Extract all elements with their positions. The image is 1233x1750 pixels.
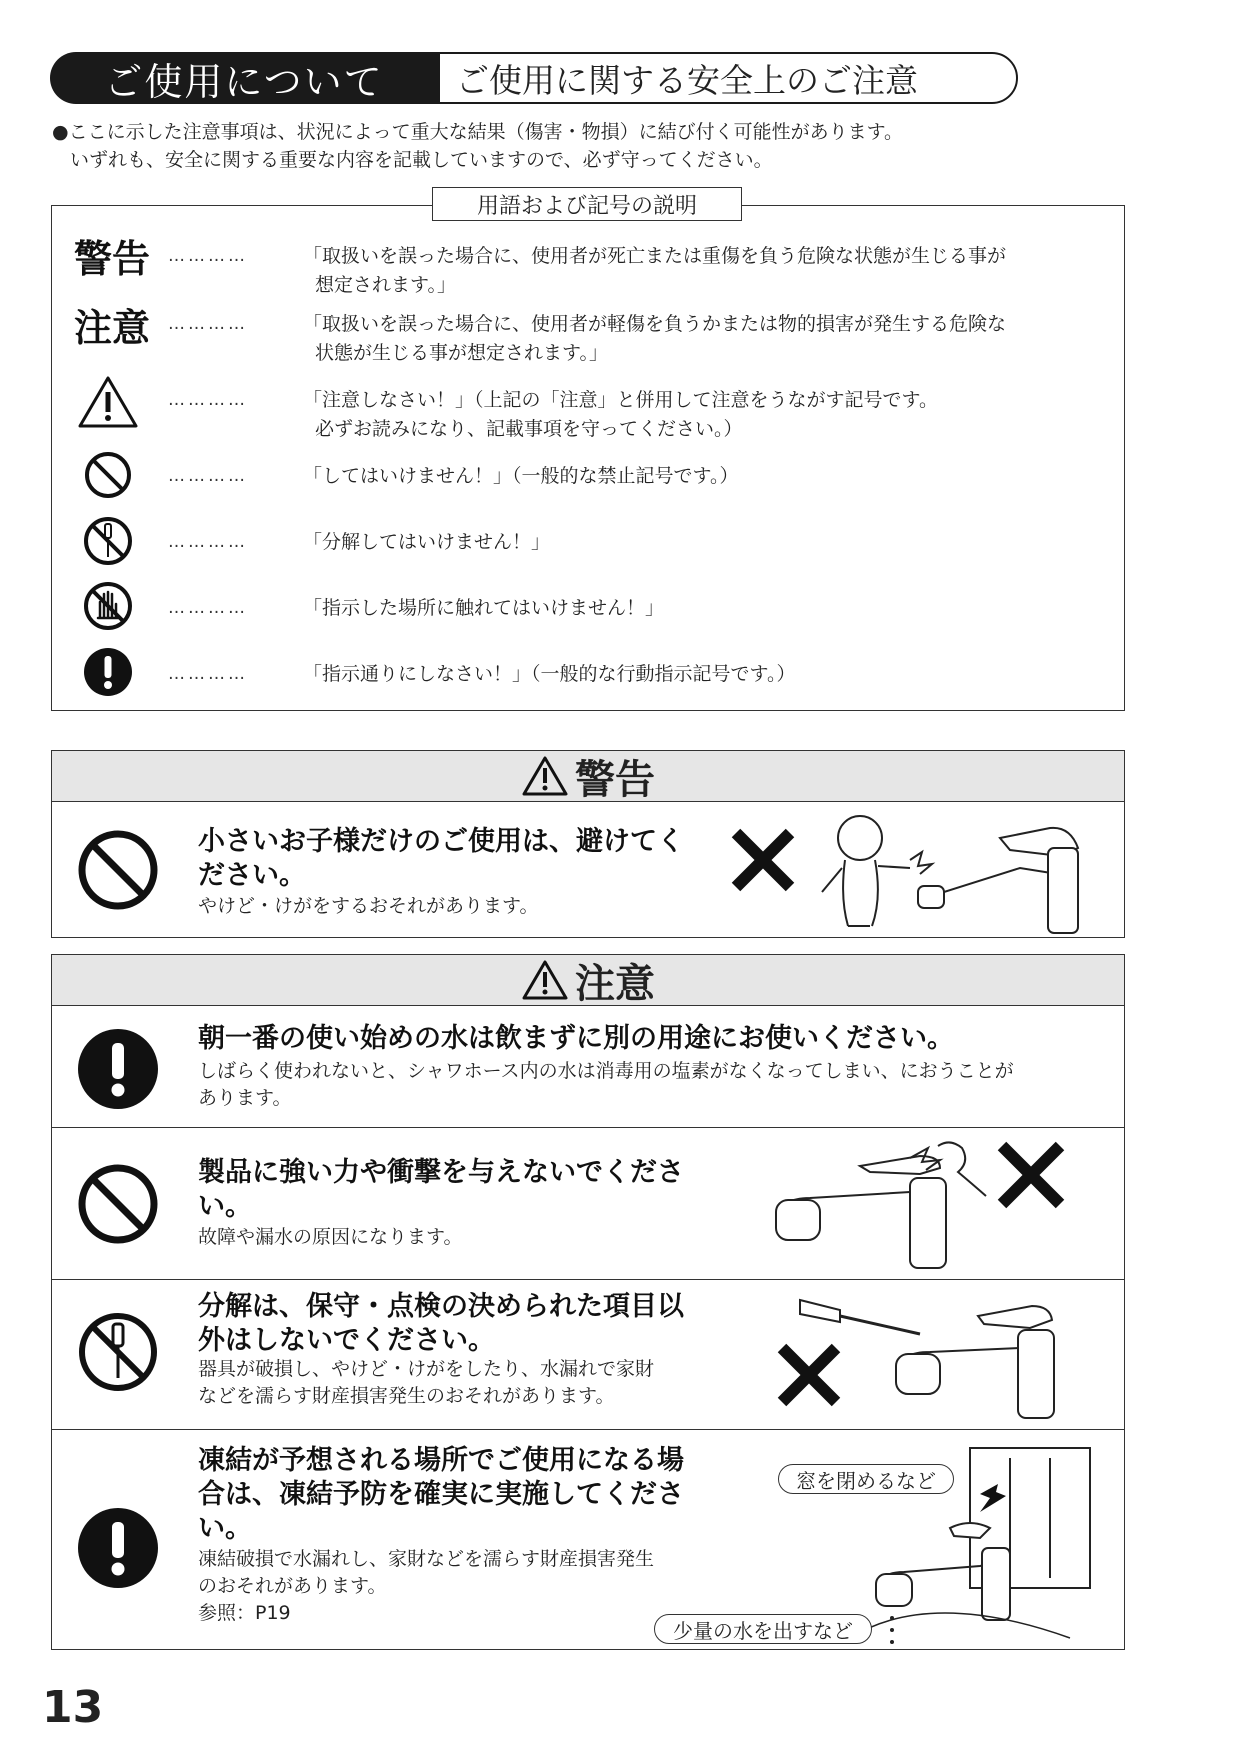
- child-faucet-illustration: [810, 808, 1100, 936]
- no-touch-icon: [82, 580, 134, 632]
- callout-close-window: 窓を閉めるなど: [778, 1464, 954, 1494]
- symbol-no-disassembly-desc: 「分解してはいけません！」: [303, 531, 551, 553]
- leader-dots: …………: [168, 246, 248, 266]
- warning-section-title: 警告: [575, 756, 655, 803]
- screwdriver-faucet-illustration: [770, 1290, 1080, 1426]
- leader-dots: …………: [168, 598, 248, 618]
- intro-line-1: ●ここに示した注意事項は、状況によって重大な結果（傷害・物損）に結び付く可能性があります。: [52, 121, 904, 143]
- warning-main-text: 小さいお子様だけのご使用は、避けてく ださい。: [198, 826, 684, 891]
- warning-triangle-icon: [521, 959, 569, 1001]
- cross-mark-icon: [728, 825, 798, 895]
- legend-title: 用語および記号の説明: [432, 187, 742, 221]
- caution-section-title: 注意: [575, 960, 655, 1007]
- mandatory-action-icon: [76, 1027, 160, 1111]
- callout-run-water: 少量の水を出すなど: [654, 1614, 872, 1644]
- leader-dots: …………: [168, 664, 248, 684]
- caution-2-main-text: 製品に強い力や衝撃を与えないでくださ い。: [198, 1157, 684, 1222]
- symbol-no-touch-desc: 「指示した場所に触れてはいけません！」: [303, 597, 665, 619]
- caution-4-sub-text: 凍結破損で水漏れし、家財などを濡らす財産損害発生 のおそれがあります。 参照：P19: [198, 1548, 655, 1624]
- caution-1-main-text: 朝一番の使い始めの水は飲まずに別の用途にお使いください。: [198, 1023, 954, 1054]
- caution-section-header: [51, 954, 1125, 1006]
- symbol-caution-desc: 「注意しなさい！」（上記の「注意」と併用して注意をうながす記号です。 必ずお読みになり、記載事項を守ってください。）: [303, 389, 938, 440]
- faucet-impact-illustration: [770, 1138, 1080, 1274]
- leader-dots: …………: [168, 390, 248, 410]
- prohibited-icon: [76, 1162, 160, 1246]
- caution-2-sub-text: 故障や漏水の原因になります。: [198, 1226, 463, 1248]
- warning-sub-text: やけど・けがをするおそれがあります。: [198, 895, 539, 917]
- term-warning: 警告: [74, 237, 151, 281]
- no-disassembly-icon: [76, 1310, 160, 1394]
- term-caution: 注意: [74, 306, 151, 350]
- section-title: ご使用について: [50, 52, 438, 104]
- caution-3-sub-text: 器具が破損し、やけど・けがをしたり、水漏れで家財 などを濡らす財産損害発生のおそれがあります。: [198, 1358, 655, 1407]
- symbol-prohibited-desc: 「してはいけません！」（一般的な禁止記号です。）: [303, 465, 739, 487]
- term-warning-desc: 「取扱いを誤った場合に、使用者が死亡または重傷を負う危険な状態が生じる事が 想定されます。」: [303, 245, 1007, 296]
- warning-triangle-icon: [521, 755, 569, 797]
- leader-dots: …………: [168, 466, 248, 486]
- leader-dots: …………: [168, 314, 248, 334]
- warning-triangle-icon: [77, 375, 139, 429]
- term-caution-desc: 「取扱いを誤った場合に、使用者が軽傷を負うかまたは物的損害が発生する危険な 状態が生じる事が想定されます。」: [303, 313, 1007, 364]
- mandatory-action-icon: [82, 646, 134, 698]
- symbol-mandatory-desc: 「指示通りにしなさい！」（一般的な行動指示記号です。）: [303, 663, 796, 685]
- leader-dots: …………: [168, 532, 248, 552]
- section-subtitle: ご使用に関する安全上のご注意: [438, 52, 1018, 104]
- page-number: 13: [42, 1682, 104, 1733]
- mandatory-action-icon: [76, 1506, 160, 1590]
- prohibited-icon: [76, 828, 160, 912]
- intro-line-2: いずれも、安全に関する重要な内容を記載していますので、必ず守ってください。: [70, 149, 773, 171]
- caution-4-main-text: 凍結が予想される場所でご使用になる場 合は、凍結予防を確実に実施してくださ い。: [198, 1445, 684, 1544]
- caution-3-main-text: 分解は、保守・点検の決められた項目以 外はしないでください。: [198, 1291, 684, 1356]
- warning-section-header: [51, 750, 1125, 802]
- prohibited-icon: [83, 450, 133, 500]
- caution-1-sub-text: しばらく使われないと、シャワホース内の水は消毒用の塩素がなくなってしまい、におうことが あります。: [198, 1060, 1014, 1109]
- no-disassembly-icon: [82, 515, 134, 567]
